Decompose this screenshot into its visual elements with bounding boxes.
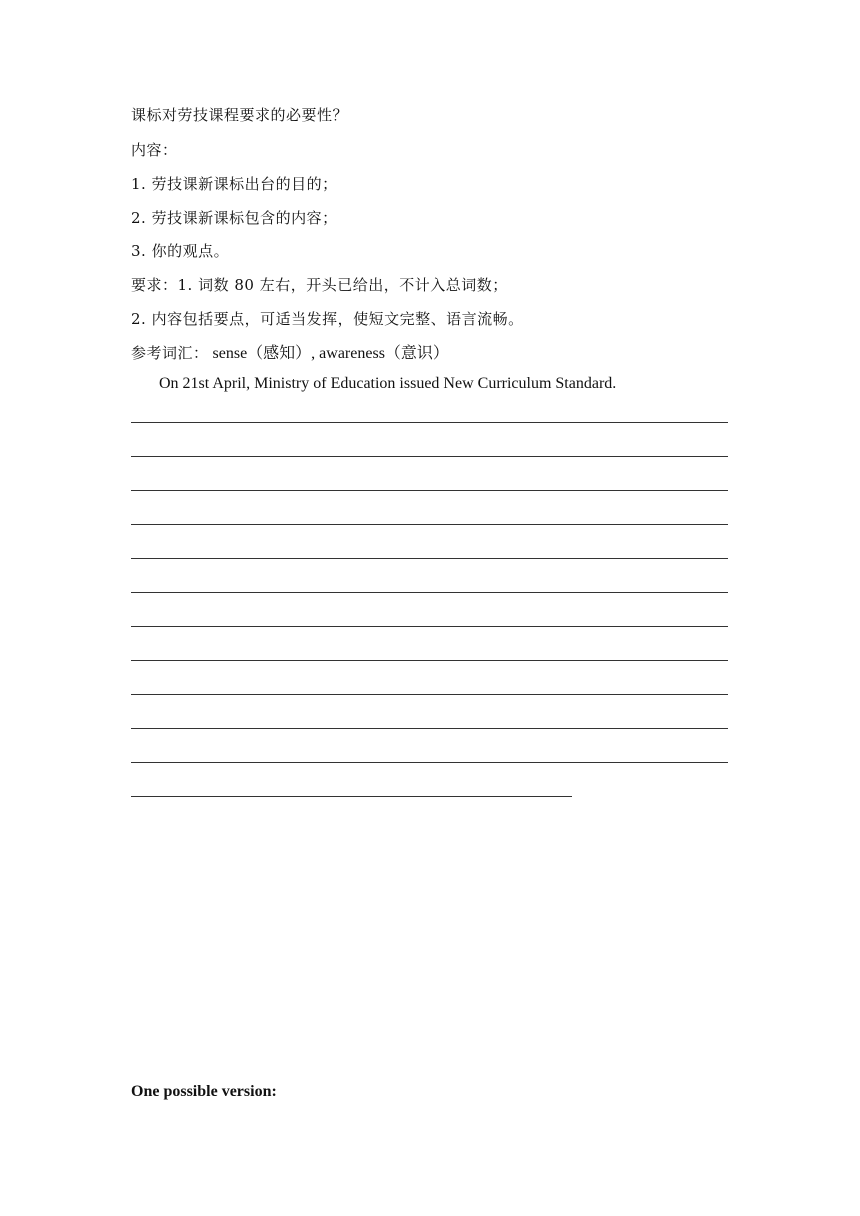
content-item-2: 2. 劳技课新课标包含的内容；: [131, 209, 338, 227]
writing-line: [131, 660, 728, 661]
writing-line: [131, 762, 728, 763]
question-title: 课标对劳技课程要求的必要性？: [131, 106, 349, 124]
writing-line: [131, 456, 728, 457]
content-item-3: 3. 你的观点。: [131, 242, 230, 260]
given-opening-sentence: On 21st April, Ministry of Education issued New Curriculum Standard.: [159, 375, 617, 392]
writing-line: [131, 490, 728, 491]
writing-line: [131, 558, 728, 559]
writing-line-final: [131, 796, 572, 797]
writing-line: [131, 592, 728, 593]
writing-line: [131, 728, 728, 729]
vocabulary-line: [131, 343, 449, 364]
writing-line: [131, 626, 728, 627]
vocabulary-label: 参考词汇：: [131, 344, 209, 362]
content-item-1: 1. 劳技课新课标出台的目的；: [131, 175, 338, 193]
answer-heading: One possible version:: [131, 1083, 277, 1100]
requirement-2: 2. 内容包括要点，可适当发挥，使短文完整、语言流畅。: [131, 310, 524, 328]
writing-line: [131, 694, 728, 695]
writing-line: [131, 524, 728, 525]
writing-line: [131, 422, 728, 423]
vocabulary-terms: sense（感知）, awareness（意识）: [208, 345, 449, 362]
content-label: 内容：: [131, 141, 178, 159]
requirement-1: 要求：1. 词数 80 左右，开头已给出，不计入总词数；: [131, 276, 508, 294]
